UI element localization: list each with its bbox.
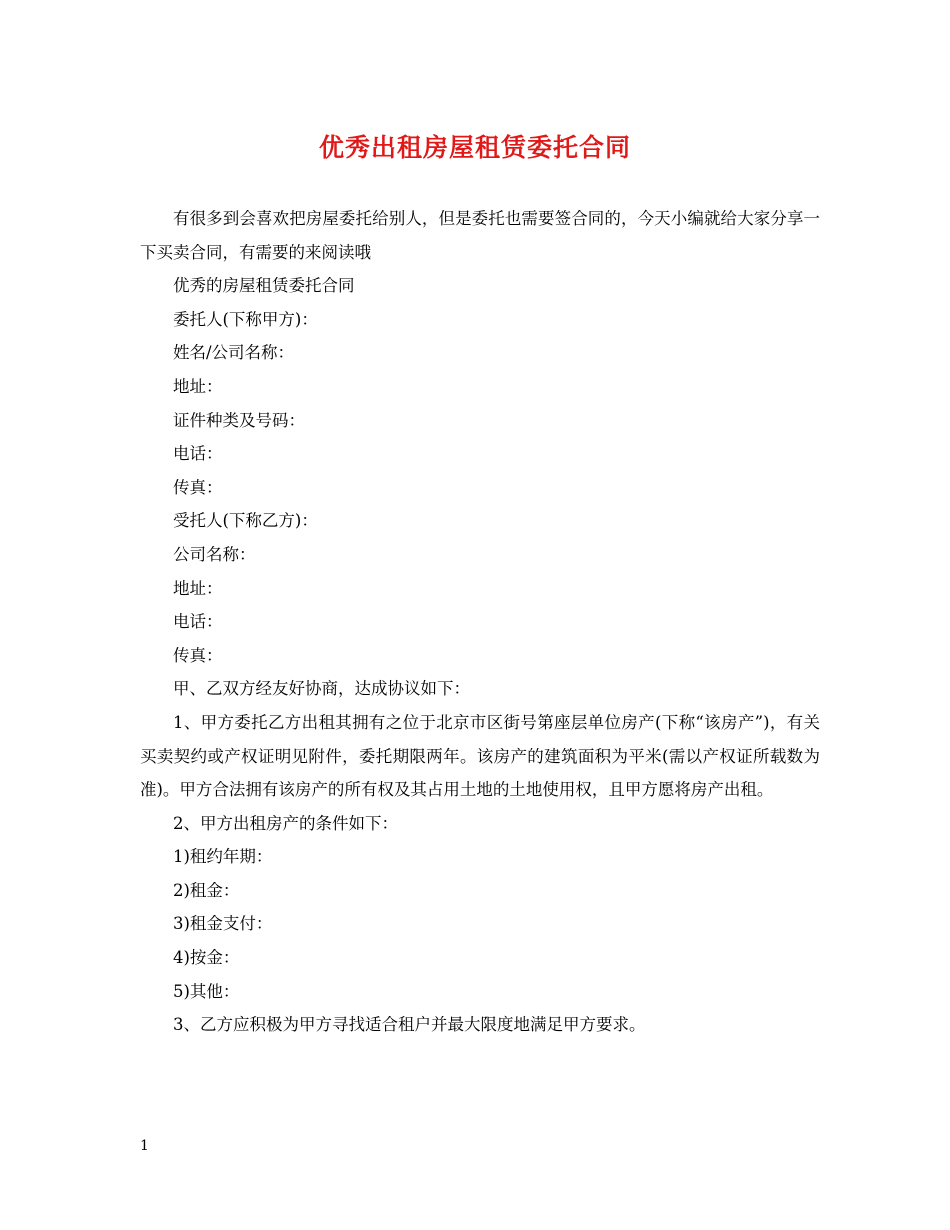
principal-label: 委托人(下称甲方)： — [173, 309, 318, 329]
page-number: 1 — [140, 1138, 149, 1154]
document-title: 优秀出租房屋租赁委托合同 — [318, 133, 631, 162]
clause-2-item-5: 5)其他： — [173, 981, 240, 1001]
agent-fax-field: 传真： — [173, 645, 223, 665]
agreement-intro: 甲、乙双方经友好协商，达成协议如下： — [173, 679, 470, 699]
principal-phone-field: 电话： — [173, 444, 223, 464]
agent-label: 受托人(下称乙方)： — [173, 511, 318, 531]
principal-address-field: 地址： — [173, 376, 223, 396]
principal-fax-field: 传真： — [173, 477, 223, 497]
document-body — [140, 202, 820, 1042]
agent-address-field: 地址： — [173, 578, 223, 598]
principal-id-field: 证件种类及号码： — [173, 410, 305, 430]
clause-2-item-3: 3)租金支付： — [173, 914, 273, 934]
clause-2-item-2: 2)租金： — [173, 880, 240, 900]
clause-2-item-4: 4)按金： — [173, 948, 240, 968]
principal-name-field: 姓名/公司名称： — [173, 343, 295, 363]
contract-heading: 优秀的房屋租赁委托合同 — [173, 276, 355, 296]
clause-2: 2、甲方出租房产的条件如下： — [173, 813, 398, 833]
agent-company-field: 公司名称： — [173, 544, 256, 564]
clause-1: 1、甲方委托乙方出租其拥有之位于北京市区街号第座层单位房产(下称“该房产”)，有关买卖契约或产权证明见附件，委托期限两年。该房产的建筑面积为平米(需以产权证所载数为准)。甲方合法拥有该房产的所有权及其占用土地的土地使用权，且甲方愿将房产出租。 — [140, 712, 820, 800]
clause-2-item-1: 1)租约年期： — [173, 847, 273, 867]
intro-paragraph: 有很多到会喜欢把房屋委托给别人，但是委托也需要签合同的，今天小编就给大家分享一下买卖合同，有需要的来阅读哦 — [140, 209, 820, 262]
clause-3: 3、乙方应积极为甲方寻找适合租户并最大限度地满足甲方要求。 — [173, 1015, 646, 1035]
agent-phone-field: 电话： — [173, 612, 223, 632]
